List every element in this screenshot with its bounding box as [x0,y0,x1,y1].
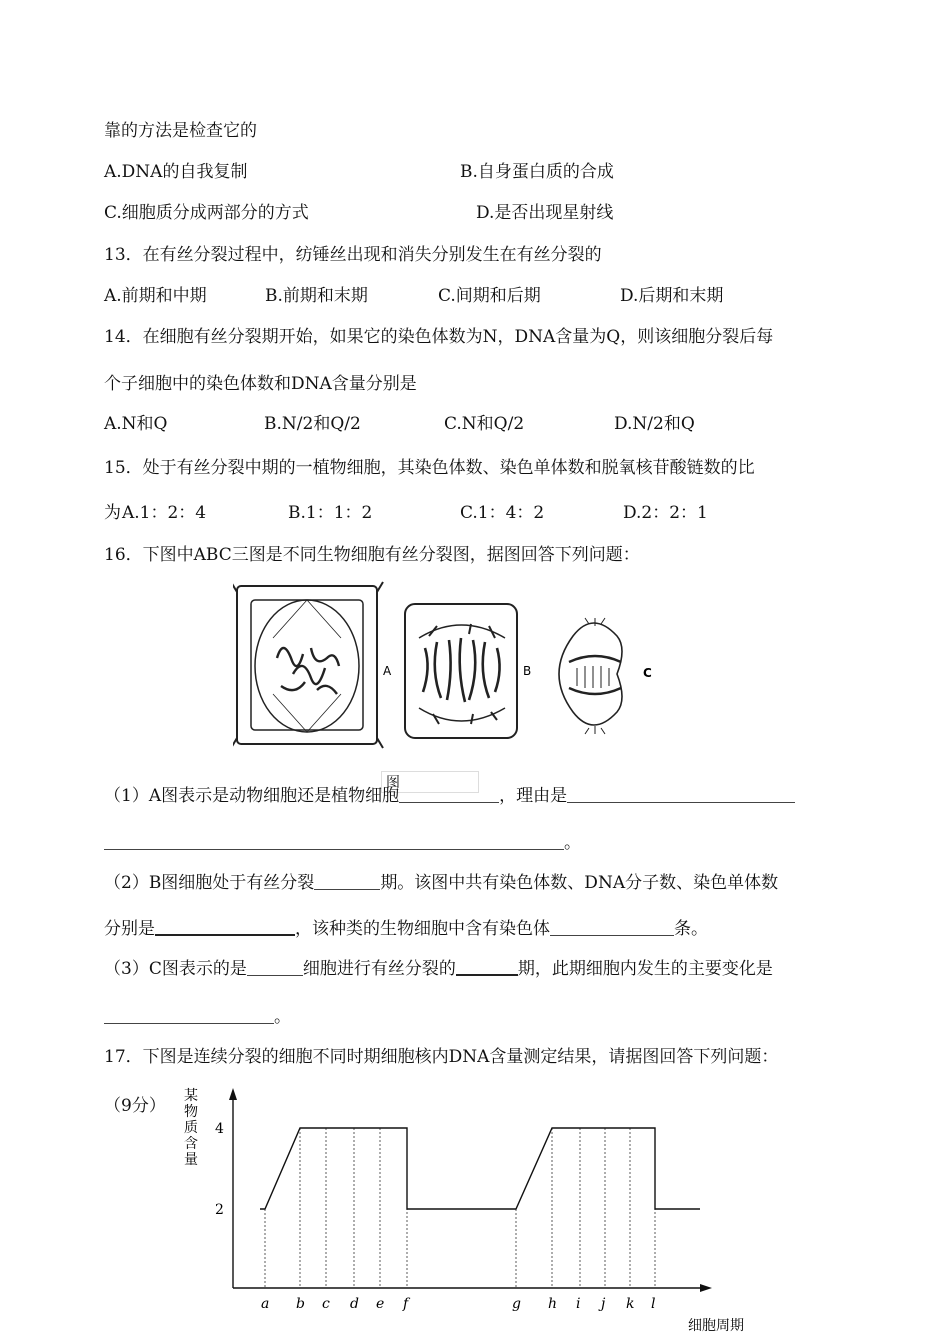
question-14: 14．在细胞有丝分裂期开始，如果它的染色体数为N，DNA含量为Q，则该细胞分裂后每 [104,327,774,347]
option-b: B.自身蛋白质的合成 [460,162,614,182]
question-15-prefix: 为 [104,503,121,523]
x-tick-label: d [350,1296,359,1312]
q16-p1-text: （1）A图表示是动物细胞还是植物细胞 [104,786,400,806]
question-13: 13．在有丝分裂过程中，纺锤丝出现和消失分别发生在有丝分裂的 [104,245,602,265]
question-17-score: （9分） [104,1096,166,1116]
x-tick-label: l [651,1296,656,1312]
option-a: A.N和Q [104,414,168,434]
x-tick-label: a [261,1296,270,1312]
option-c: C.细胞质分成两部分的方式 [104,203,309,223]
answer-blank[interactable] [567,786,795,803]
option-c: C.1：4：2 [460,503,545,523]
text-line: 靠的方法是检查它的 [104,121,257,141]
fig-label-b: B [523,664,532,678]
option-d: D.N/2和Q [614,414,695,434]
q16-p2-text-e: 条。 [674,919,708,939]
answer-blank[interactable] [456,958,518,976]
x-tick-label: b [296,1296,305,1312]
x-tick-label: g [512,1296,521,1312]
cell-division-figure [233,578,663,753]
option-a: A.DNA的自我复制 [104,162,248,182]
y-axis-label-char: 物 [184,1104,198,1120]
q16-part-1 [104,785,795,807]
option-d: D.后期和末期 [620,286,724,306]
answer-blank[interactable] [314,873,380,890]
y-axis-label-char: 量 [184,1152,198,1168]
fig-label-c: C [643,666,652,680]
option-b: B.1：1：2 [288,503,373,523]
y-axis-label-char: 质 [184,1120,198,1136]
option-a: A.1：2：4 [122,503,207,523]
x-axis-label: 细胞周期 [688,1318,744,1334]
option-d: D.2：2：1 [623,503,708,523]
figure-caption-tag: 图 [381,771,479,793]
q16-p3-text-c: 期，此期细胞内发生的主要变化是 [517,959,773,979]
q16-p1-reason: ，理由是 [499,786,568,806]
x-tick-label: k [626,1296,635,1312]
y-tick-label: 2 [215,1202,224,1218]
q16-p2-text-c: 分别是 [104,919,155,939]
option-d: D.是否出现星射线 [476,203,614,223]
x-tick-label: j [601,1296,606,1312]
answer-blank[interactable] [550,919,674,936]
answer-blank[interactable] [399,786,499,803]
answer-blank[interactable] [247,959,303,976]
x-tick-label: e [376,1296,385,1312]
option-c: C.N和Q/2 [444,414,525,434]
option-b: B.N/2和Q/2 [264,414,361,434]
answer-blank[interactable] [155,918,295,936]
fig-label-a: A [383,664,392,678]
q16-p2-text: （2）B图细胞处于有丝分裂 [104,873,315,893]
q16-part-3-cont [104,1006,291,1028]
y-axis-arrow [229,1088,237,1100]
answer-blank[interactable] [104,833,564,850]
q16-part-2 [104,872,778,894]
dna-content-chart [100,1080,760,1342]
answer-blank[interactable] [104,1007,274,1024]
y-axis-label-char: 某 [184,1088,198,1104]
x-axis-arrow [700,1284,712,1292]
q16-p3-text: （3）C图表示的是 [104,959,247,979]
option-c: C.间期和后期 [438,286,541,306]
x-tick-label: f [403,1296,409,1312]
question-16: 16．下图中ABC三图是不同生物细胞有丝分裂图，据图回答下列问题： [104,545,640,565]
y-tick-label: 4 [215,1121,224,1137]
q16-part-3 [104,958,773,980]
period: 。 [564,833,581,853]
x-tick-label: i [576,1296,581,1312]
period: 。 [274,1007,291,1027]
q16-p2-text-b: 期。该图中共有染色体数、DNA分子数、染色单体数 [380,873,779,893]
question-14-cont: 个子细胞中的染色体数和DNA含量分别是 [104,374,417,394]
option-b: B.前期和末期 [265,286,368,306]
q16-part-2-cont [104,918,708,940]
q16-p2-text-d: ，该种类的生物细胞中含有染色体 [295,919,550,939]
x-tick-label: h [548,1296,558,1312]
q16-part-1-cont [104,832,581,854]
q16-p3-text-b: 细胞进行有丝分裂的 [302,959,456,979]
y-axis-label-char: 含 [184,1136,198,1152]
question-17: 17．下图是连续分裂的细胞不同时期细胞核内DNA含量测定结果，请据图回答下列问题： [104,1047,779,1067]
x-tick-label: c [322,1296,330,1312]
question-15: 15．处于有丝分裂中期的一植物细胞，其染色体数、染色单体数和脱氧核苷酸链数的比 [104,458,755,478]
option-a: A.前期和中期 [104,286,207,306]
